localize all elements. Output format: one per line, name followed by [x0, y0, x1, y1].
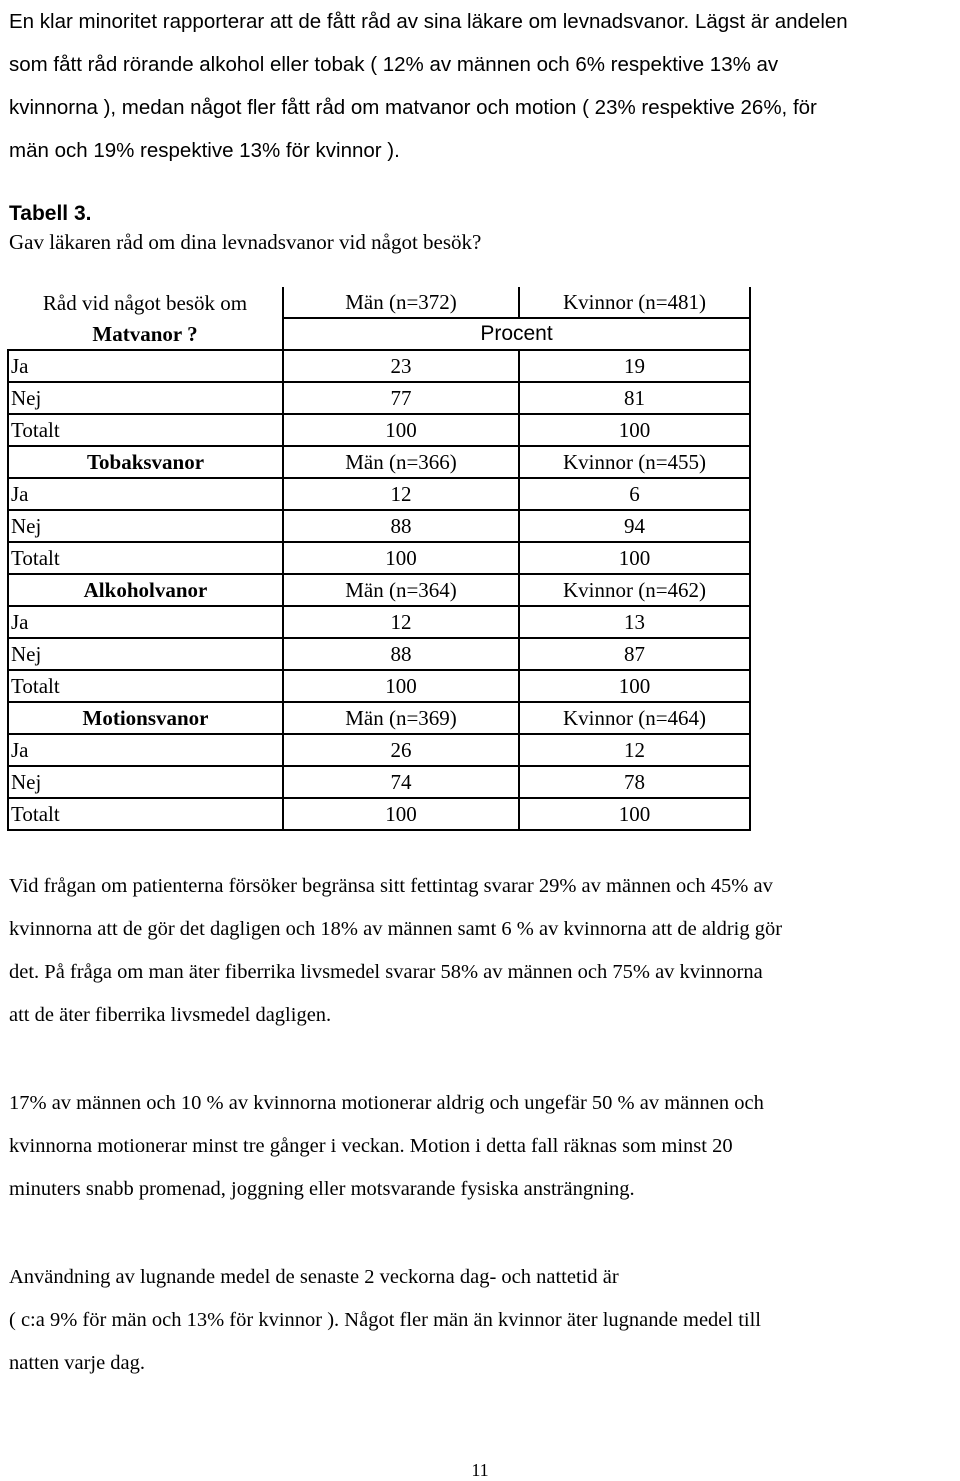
women-value: 100 — [519, 798, 750, 830]
women-value: 13 — [519, 606, 750, 638]
men-header: Män (n=364) — [283, 574, 519, 606]
men-value: 100 — [283, 414, 519, 446]
men-value: 23 — [283, 350, 519, 382]
row-label: Nej — [8, 382, 283, 414]
men-value: 12 — [283, 606, 519, 638]
paragraph-line: ( c:a 9% för män och 13% för kvinnor ). Något fler män än kvinnor äter lugnande medel till — [9, 1309, 761, 1331]
table-row — [8, 638, 750, 670]
row-label: Nej — [8, 510, 283, 542]
men-value: 88 — [283, 638, 519, 670]
paragraph-line: kvinnorna motionerar minst tre gånger i veckan. Motion i detta fall räknas som minst 20 — [9, 1135, 733, 1157]
section-name: Motionsvanor — [8, 702, 283, 734]
women-value: 78 — [519, 766, 750, 798]
intro-line: kvinnorna ), medan något fler fått råd om matvanor och motion ( 23% respektive 26%, för — [9, 96, 817, 119]
paragraph-exercise — [9, 1082, 959, 1211]
percent-label: Procent — [283, 318, 750, 350]
women-value: 100 — [519, 542, 750, 574]
section-name: Alkoholvanor — [8, 574, 283, 606]
women-value: 94 — [519, 510, 750, 542]
table-row — [8, 542, 750, 574]
men-value: 88 — [283, 510, 519, 542]
women-value: 19 — [519, 350, 750, 382]
table-row — [8, 478, 750, 510]
men-value: 12 — [283, 478, 519, 510]
table-row — [8, 766, 750, 798]
table-row — [8, 414, 750, 446]
paragraph-fat-fiber — [9, 865, 959, 1037]
men-value: 74 — [283, 766, 519, 798]
women-value: 81 — [519, 382, 750, 414]
intro-line: som fått råd rörande alkohol eller tobak ( 12% av männen och 6% respektive 13% av — [9, 53, 779, 76]
paragraph-line: Vid frågan om patienterna försöker begränsa sitt fettintag svarar 29% av männen och 45% av — [9, 875, 773, 897]
paragraph-line: kvinnorna att de gör det dagligen och 18% av männen samt 6 % av kvinnorna att de aldrig gör — [9, 918, 783, 940]
row-label: Ja — [8, 478, 283, 510]
table-title: Tabell 3. — [9, 202, 92, 225]
row-label: Ja — [8, 734, 283, 766]
row-label: Ja — [8, 606, 283, 638]
paragraph-sedatives — [9, 1256, 959, 1385]
men-value: 100 — [283, 670, 519, 702]
row-label: Totalt — [8, 670, 283, 702]
row-label: Nej — [8, 638, 283, 670]
table-row — [8, 734, 750, 766]
men-header: Män (n=369) — [283, 702, 519, 734]
table-row — [8, 606, 750, 638]
table-subheader-row — [8, 318, 750, 350]
table-header-row — [8, 287, 750, 318]
paragraph-line: att de äter fiberrika livsmedel dagligen. — [9, 1004, 332, 1026]
paragraph-line: 17% av männen och 10 % av kvinnorna motionerar aldrig och ungefär 50 % av männen och — [9, 1092, 764, 1114]
women-value: 100 — [519, 670, 750, 702]
table-subtitle: Gav läkaren råd om dina levnadsvanor vid något besök? — [9, 230, 482, 254]
women-header: Kvinnor (n=481) — [519, 287, 750, 318]
results-table — [7, 287, 751, 831]
row-label: Ja — [8, 350, 283, 382]
women-value: 12 — [519, 734, 750, 766]
section-header-row — [8, 574, 750, 606]
row-label: Nej — [8, 766, 283, 798]
men-header: Män (n=366) — [283, 446, 519, 478]
men-value: 26 — [283, 734, 519, 766]
table-row — [8, 798, 750, 830]
header-label: Råd vid något besök om — [42, 290, 248, 315]
paragraph-line: natten varje dag. — [9, 1352, 146, 1374]
women-header: Kvinnor (n=462) — [519, 574, 750, 606]
section-name: Tobaksvanor — [8, 446, 283, 478]
row-label: Totalt — [8, 542, 283, 574]
table-row — [8, 382, 750, 414]
page-number: 11 — [471, 1460, 489, 1480]
section-header-row — [8, 446, 750, 478]
men-header: Män (n=372) — [283, 287, 519, 318]
row-label: Totalt — [8, 414, 283, 446]
table-row — [8, 510, 750, 542]
intro-line: En klar minoritet rapporterar att de fått råd av sina läkare om levnadsvanor. Lägst är andelen — [9, 10, 848, 33]
men-value: 100 — [283, 798, 519, 830]
women-header: Kvinnor (n=464) — [519, 702, 750, 734]
women-value: 87 — [519, 638, 750, 670]
paragraph-line: det. På fråga om man äter fiberrika livsmedel svarar 58% av männen och 75% av kvinnorna — [9, 961, 763, 983]
women-value: 100 — [519, 414, 750, 446]
intro-line: män och 19% respektive 13% för kvinnor ). — [9, 139, 400, 162]
paragraph-line: minuters snabb promenad, joggning eller motsvarande fysiska ansträngning. — [9, 1178, 635, 1200]
women-value: 6 — [519, 478, 750, 510]
table-row — [8, 670, 750, 702]
men-value: 100 — [283, 542, 519, 574]
section-header-row — [8, 702, 750, 734]
paragraph-line: Användning av lugnande medel de senaste 2 veckorna dag- och nattetid är — [9, 1266, 619, 1288]
men-value: 77 — [283, 382, 519, 414]
intro-paragraph — [9, 0, 957, 172]
row-label: Totalt — [8, 798, 283, 830]
section-name: Matvanor ? — [92, 321, 198, 346]
table-row — [8, 350, 750, 382]
women-header: Kvinnor (n=455) — [519, 446, 750, 478]
